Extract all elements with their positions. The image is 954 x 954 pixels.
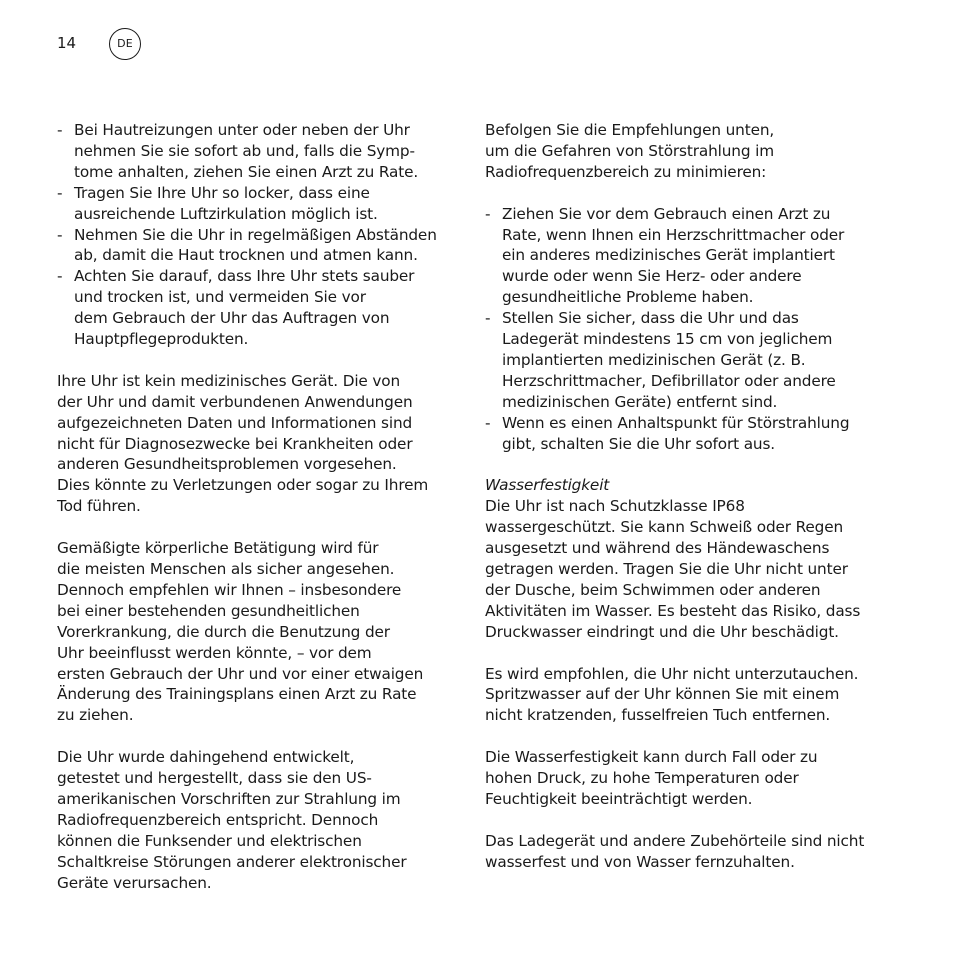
right-column (485, 120, 895, 873)
spacer (57, 726, 467, 747)
list-item: - Ziehen Sie vor dem Gebrauch einen Arzt zu Rate, wenn Ihnen ein Herzschrittmacher oder ein anderes medizinisches Gerät implantiert wurde oder wenn Sie Herz- oder andere gesundheitliche Probleme haben. (485, 204, 895, 309)
charger-paragraph: Das Ladegerät und andere Zubehörteile sind nicht wasserfest und von Wasser fernzuhalten. (485, 831, 865, 871)
list-item: - Bei Hautreizungen unter oder neben der Uhr nehmen Sie sie sofort ab und, falls die Symp- tome anhalten, ziehen Sie einen Arzt zu Rate. (57, 120, 467, 183)
submerge-paragraph: Es wird empfohlen, die Uhr nicht unterzutauchen. Spritzwasser auf der Uhr können Sie mit einem nicht kratzenden, fusselfreien Tuch entfernen. (485, 664, 859, 725)
ip68-paragraph: Die Uhr ist nach Schutzklasse IP68 wassergeschützt. Sie kann Schweiß oder Regen ausgesetzt und während des Händewaschens getragen werden. Tragen Sie die Uhr nicht unter der Dusche, beim Schwimmen oder anderen Aktivitäten im Wasser. Es besteht das Risiko, dass Druckwasser eindringt und die Uhr beschädigt. (485, 497, 861, 641)
language-badge: DE (109, 28, 141, 60)
skin-care-list (57, 120, 467, 350)
list-item: - Nehmen Sie die Uhr in regelmäßigen Abständen ab, damit die Haut trocknen und atmen kann. (57, 225, 467, 267)
spacer (485, 810, 895, 831)
medical-disclaimer-paragraph: Ihre Uhr ist kein medizinisches Gerät. Die von der Uhr und damit verbundenen Anwendungen aufgezeichneten Daten und Informationen sind nicht für Diagnosezwecke bei Krankheiten oder anderen Gesundheitsproblemen vorgesehen. Dies könnte zu Verletzungen oder sogar zu Ihrem Tod führen. (57, 371, 429, 516)
spacer (57, 517, 467, 538)
water-resistance-heading: Wasserfestigkeit (485, 476, 610, 495)
list-item: - Achten Sie darauf, dass Ihre Uhr stets sauber und trocken ist, und vermeiden Sie vor dem Gebrauch der Uhr das Auftragen von Hauptpflegeprodukten. (57, 266, 467, 350)
spacer (57, 350, 467, 371)
radio-regulation-paragraph: Die Uhr wurde dahingehend entwickelt, getestet und hergestellt, dass sie den US- amerikanischen Vorschriften zur Strahlung im Radiofrequenzbereich entspricht. Dennoch können die Funksender und elektrischen Schaltkreise Störungen anderer elektronischer Geräte verursachen. (57, 748, 407, 892)
list-item: - Stellen Sie sicher, dass die Uhr und das Ladegerät mindestens 15 cm von jeglichem implantierten medizinischen Gerät (z. B. Herzschrittmacher, Defibrillator oder andere medizinischen Geräte) entfernt sind. (485, 308, 895, 413)
spacer (485, 454, 895, 475)
spacer (485, 183, 895, 204)
list-item: - Tragen Sie Ihre Uhr so locker, dass eine ausreichende Luftzirkulation möglich ist. (57, 183, 467, 225)
left-column (57, 120, 467, 893)
exercise-paragraph: Gemäßigte körperliche Betätigung wird für die meisten Menschen als sicher angesehen. Dennoch empfehlen wir Ihnen – insbesondere bei einer bestehenden gesundheitlichen Vorerkrankung, die durch die Benutzung der Uhr beeinflusst werden könnte, – vor dem ersten Gebrauch der Uhr und vor einer etwaigen Änderung des Trainingsplans einen Arzt zu Rate zu ziehen. (57, 539, 424, 725)
interference-intro-paragraph: Befolgen Sie die Empfehlungen unten, um die Gefahren von Störstrahlung im Radiofrequenzbereich zu minimieren: (485, 121, 775, 181)
spacer (485, 726, 895, 747)
list-item: - Wenn es einen Anhaltspunkt für Störstrahlung gibt, schalten Sie die Uhr sofort aus. (485, 413, 895, 455)
page-number: 14 (57, 34, 77, 52)
interference-list (485, 204, 895, 455)
water-resistance-impairment-paragraph: Die Wasserfestigkeit kann durch Fall oder zu hohen Druck, zu hohe Temperaturen oder Feuchtigkeit beeinträchtigt werden. (485, 748, 818, 808)
spacer (485, 643, 895, 664)
